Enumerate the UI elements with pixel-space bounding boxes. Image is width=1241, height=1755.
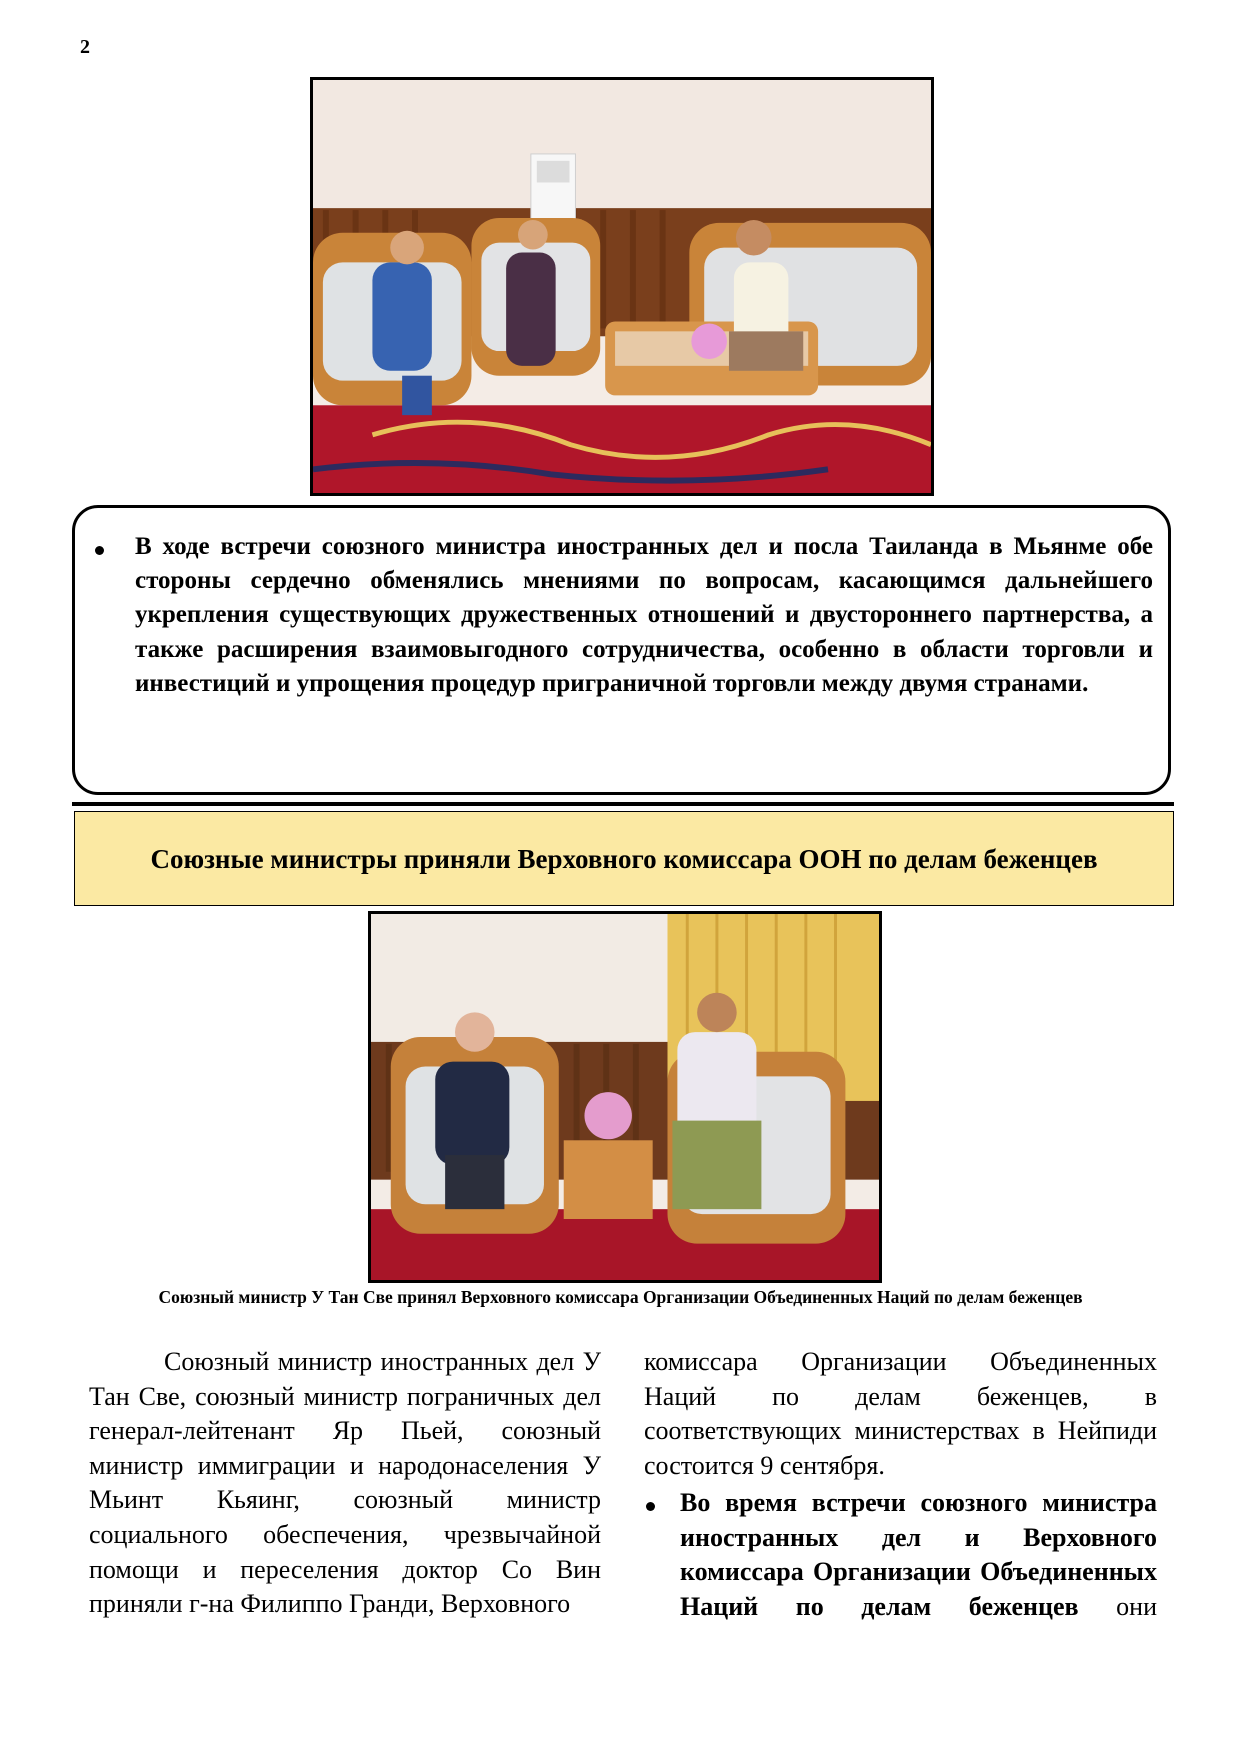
page-number: 2 <box>80 36 90 58</box>
section-divider <box>72 802 1174 806</box>
summary-bullet-text: В ходе встречи союзного министра иностранных дел и посла Таиланда в Мьянме обе стороны сердечно обменялись мнениями по вопросам, касающимся дальнейшего укрепления существующих дружественных отношений и двустороннего партнерства, а также расширения взаимовыгодного сотрудничества, особенно в области торговли и инвестиций и упрощения процедур приграничной торговли между двумя странами. <box>135 533 1153 697</box>
photo-meeting-unhcr-image <box>371 914 879 1280</box>
article-bullet-text <box>680 1486 1157 1624</box>
headline-box <box>74 811 1174 906</box>
photo-caption: Союзный министр У Тан Све принял Верховного комиссара Организации Объединенных Наций по делам беженцев <box>158 1287 1083 1307</box>
article-bullet-rest: они <box>1078 1591 1157 1621</box>
photo-meeting-unhcr <box>368 911 882 1283</box>
article-right-column: комиссара Организации Объединенных Наций по делам беженцев, в соответствующих министерствах в Нейпиди состоится 9 сентября. <box>644 1347 1157 1480</box>
bullet-dot <box>646 1502 655 1511</box>
article-left-column: Союзный министр иностранных дел У Тан Све, союзный министр пограничных дел генерал-лейтенант Яр Пьей, союзный министр иммиграции и народонаселения У Мьинт Кьяинг, союзный министр социального обеспечения, чрезвычайной помощи и переселения доктор Со Вин приняли г-на Филиппо Гранди, Верховного <box>89 1347 601 1619</box>
photo-meeting-thailand-ambassador-image <box>313 80 931 493</box>
headline-title: Союзные министры приняли Верховного комиссара ООН по делам беженцев <box>150 843 1098 874</box>
photo-meeting-thailand-ambassador <box>310 77 934 496</box>
article-bullet-bold: Во время встречи союзного министра иностранных дел и Верховного комиссара Организации Объединенных Наций по делам беженцев <box>680 1488 1157 1621</box>
summary-bullet-box <box>72 505 1171 795</box>
bullet-dot <box>95 546 104 555</box>
